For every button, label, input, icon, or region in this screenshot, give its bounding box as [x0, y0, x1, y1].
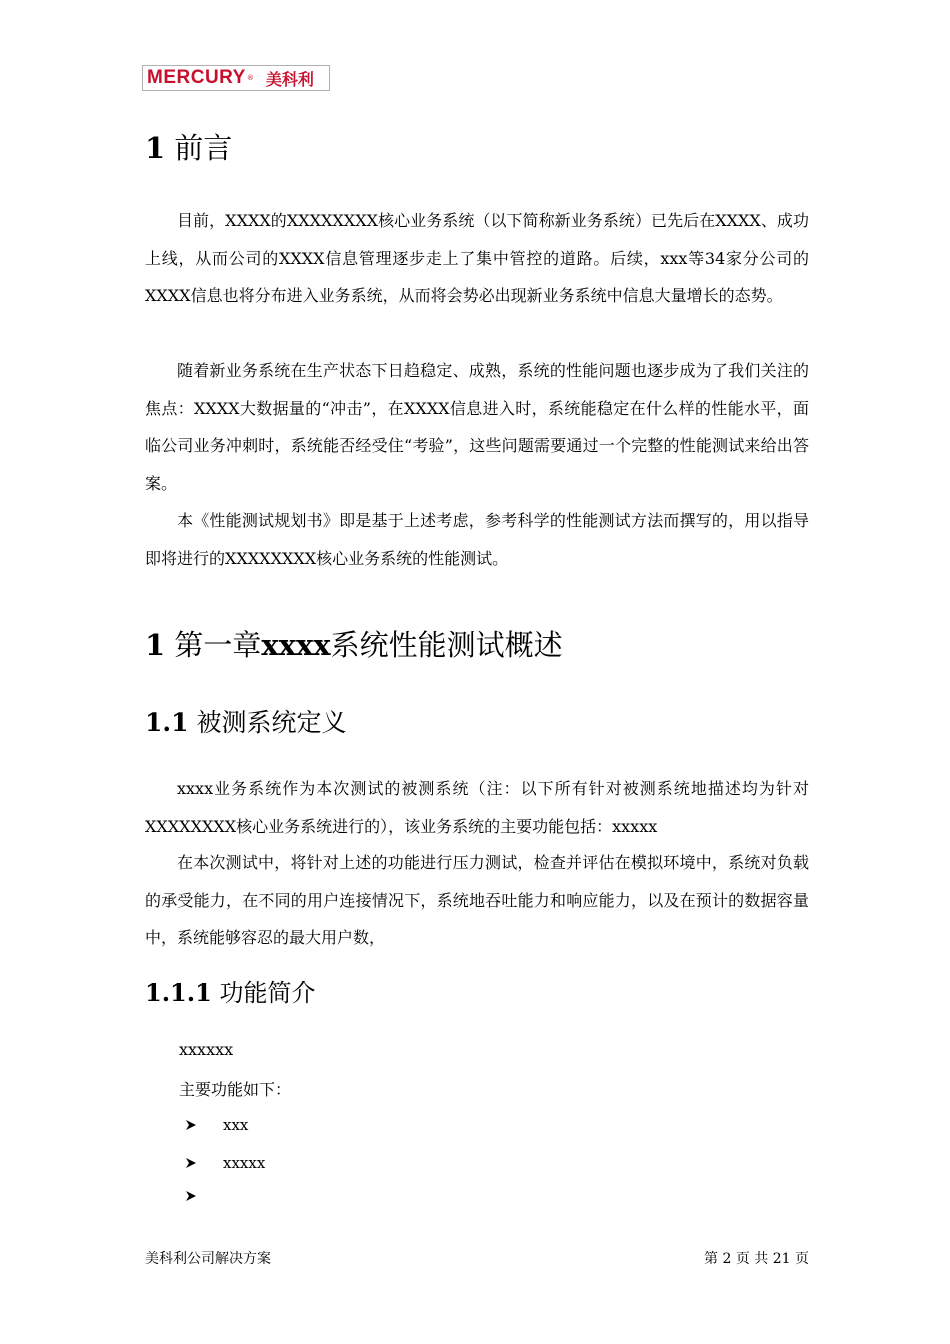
list-item	[185, 1154, 265, 1172]
subsection-title: 被测系统定义	[196, 708, 347, 737]
subsubsection-number: 1.1.1	[145, 978, 212, 1007]
paragraph: 在本次测试中，将针对上述的功能进行压力测试，检查并评估在模拟环境中，系统对负载的承受能力，在不同的用户连接情况下，系统地吞吐能力和响应能力，以及在预计的数据容量中，系统能够容忍的最大用户数，	[145, 853, 809, 947]
arrow-bullet-icon	[185, 1119, 197, 1131]
logo-trademark: ®	[246, 74, 254, 82]
logo-text-cn: 美科利	[265, 69, 314, 89]
list-item	[185, 1116, 248, 1134]
arrow-bullet-icon	[185, 1157, 197, 1169]
list-item	[185, 1190, 223, 1202]
paragraph: xxxx业务系统作为本次测试的被测系统（注：以下所有针对被测系统地描述均为针对XXXXXXXX核心业务系统进行的），该业务系统的主要功能包括：xxxxx	[145, 779, 809, 836]
footer-company: 美科利公司解决方案	[145, 1251, 271, 1267]
chapter-heading	[145, 623, 563, 664]
section-heading-preface	[145, 126, 232, 167]
text-line: 主要功能如下：	[179, 1080, 292, 1099]
list-item-text: xxxxx	[223, 1154, 266, 1172]
paragraph: 本《性能测试规划书》即是基于上述考虑，参考科学的性能测试方法而撰写的，用以指导即将进行的XXXXXXXX核心业务系统的性能测试。	[145, 511, 809, 568]
subsubsection-heading	[145, 973, 315, 1008]
subsection-number: 1.1	[145, 708, 189, 737]
section-number: 1	[145, 131, 166, 165]
subsubsection-title: 功能简介	[219, 979, 316, 1007]
section-title: 前言	[174, 131, 233, 165]
chapter-title-prefix: 第一章	[174, 628, 262, 662]
paragraph: 目前，XXXX的XXXXXXXX核心业务系统（以下简称新业务系统）已先后在XXXX、成功上线，从而公司的XXXX信息管理逐步走上了集中管控的道路。后续，xxx等34家分公司的XXXX信息也将分布进入业务系统，从而将会势必出现新业务系统中信息大量增长的态势。	[145, 211, 809, 305]
footer-page-number: 第 2 页 共 21 页	[704, 1251, 809, 1267]
arrow-bullet-icon	[185, 1190, 197, 1202]
chapter-title-suffix: 系统性能测试概述	[330, 628, 563, 662]
page-footer	[145, 1248, 809, 1268]
text-line: xxxxxx	[179, 1040, 234, 1059]
company-logo	[142, 65, 330, 91]
logo-text-en: MERCURY	[147, 67, 246, 88]
list-item-text: xxx	[223, 1116, 249, 1134]
chapter-number: 1	[145, 628, 166, 662]
chapter-title-bold: xxxx	[261, 628, 331, 662]
subsection-heading	[145, 703, 346, 739]
paragraph: 随着新业务系统在生产状态下日趋稳定、成熟，系统的性能问题也逐步成为了我们关注的焦点：XXXX大数据量的“冲击”，在XXXX信息进入时，系统能稳定在什么样的性能水平，面临公司业务冲刺时，系统能否经受住“考验”，这些问题需要通过一个完整的性能测试来给出答案。	[145, 361, 809, 493]
